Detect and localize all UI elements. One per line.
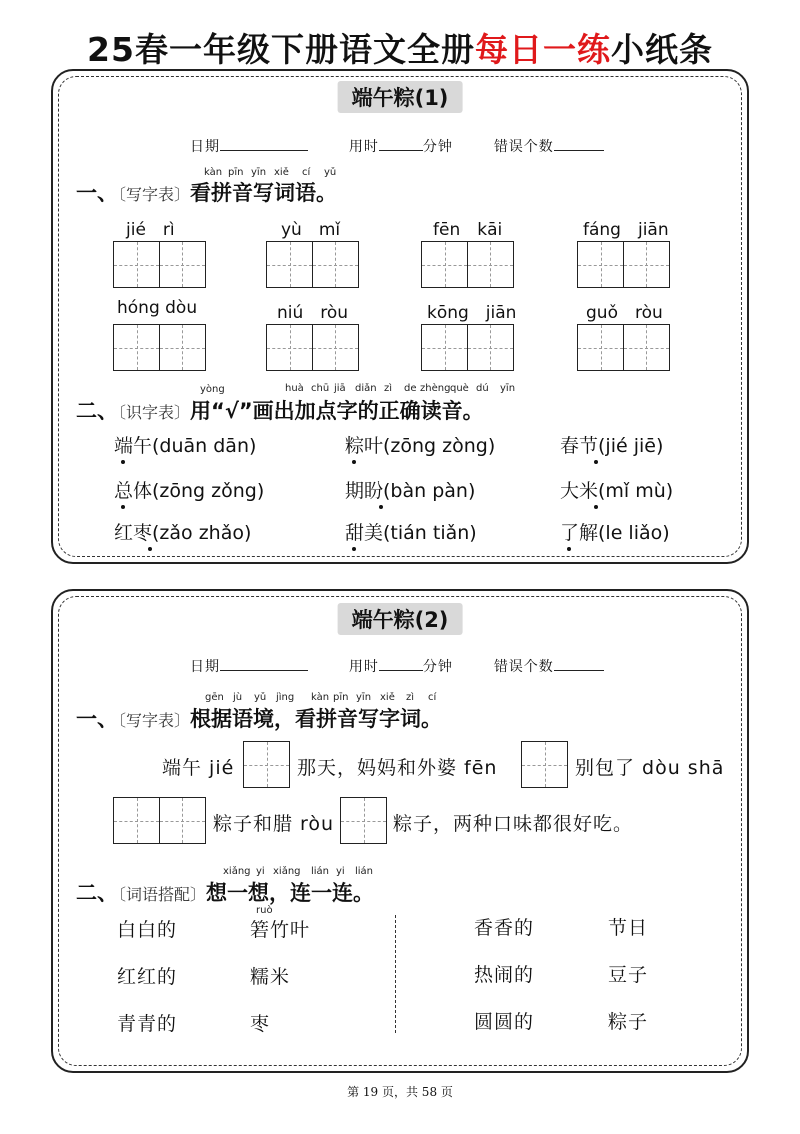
column-divider bbox=[395, 915, 396, 1033]
minutes-label: 分钟 bbox=[422, 139, 453, 155]
section-instruction: 根据语境，看拼音写字词。 bbox=[190, 707, 443, 731]
ruby-text: yīn bbox=[251, 167, 267, 178]
section-number: 二、 bbox=[76, 399, 118, 423]
ruby-text: de bbox=[404, 383, 417, 394]
errors-label: 错误个数 bbox=[493, 659, 554, 675]
choice-item[interactable]: 甜美(tián tiǎn) bbox=[345, 522, 477, 544]
page-number: 第 19 页，共 58 页 bbox=[347, 1085, 453, 1099]
time-label: 用时 bbox=[348, 659, 379, 675]
ruby-text: zhèng bbox=[420, 383, 451, 394]
word-pinyin: jié rì bbox=[126, 220, 175, 240]
emphasis-dot bbox=[352, 547, 356, 551]
choice-item[interactable]: 端午(duān dān) bbox=[114, 435, 257, 457]
section-number: 一、 bbox=[76, 707, 118, 731]
ruby-text: kàn bbox=[311, 692, 330, 703]
section-number: 一、 bbox=[76, 181, 118, 205]
ruby-text: lián bbox=[311, 866, 330, 877]
page-title bbox=[0, 24, 800, 71]
writing-grid[interactable] bbox=[577, 324, 670, 371]
ruby-text: jiā bbox=[334, 383, 346, 394]
writing-grid[interactable] bbox=[266, 241, 359, 288]
ruby-text: xiě bbox=[380, 692, 395, 703]
writing-grid[interactable] bbox=[577, 241, 670, 288]
errors-label: 错误个数 bbox=[493, 139, 554, 155]
emphasis-dot bbox=[567, 547, 571, 551]
ruby-text: zì bbox=[384, 383, 393, 394]
errors-blank[interactable] bbox=[554, 656, 604, 671]
choice-item[interactable]: 了解(le liǎo) bbox=[560, 522, 670, 544]
ruby-text: yi bbox=[336, 866, 345, 877]
ruby-text: pīn bbox=[228, 167, 244, 178]
writing-grid[interactable] bbox=[421, 241, 514, 288]
match-left-word[interactable]: 白白的 bbox=[117, 919, 178, 941]
section-tag: 〔写字表〕 bbox=[118, 711, 191, 730]
ruby-text: gēn bbox=[205, 692, 224, 703]
section-2-heading bbox=[76, 395, 484, 425]
word-pinyin: kōng jiān bbox=[427, 303, 517, 323]
title-tail: 小纸条 bbox=[610, 30, 713, 69]
ruby-text: kàn bbox=[204, 167, 223, 178]
ruby-text: diǎn bbox=[355, 383, 377, 394]
match-right-word[interactable]: 粽子 bbox=[608, 1011, 649, 1033]
section-instruction: 看拼音写词语。 bbox=[190, 181, 338, 205]
match-right-word[interactable]: 豆子 bbox=[608, 964, 649, 986]
writing-grid[interactable] bbox=[113, 797, 206, 844]
minutes-label: 分钟 bbox=[422, 659, 453, 675]
date-blank[interactable] bbox=[220, 656, 308, 671]
ruby-text: jù bbox=[233, 692, 243, 703]
section-1-heading bbox=[76, 177, 337, 207]
section-tag: 〔词语搭配〕 bbox=[118, 885, 207, 904]
section-tag: 〔识字表〕 bbox=[118, 403, 191, 422]
emphasis-dot bbox=[379, 505, 383, 509]
choice-item[interactable]: 总体(zōng zǒng) bbox=[114, 480, 265, 502]
ruby-text: cí bbox=[302, 167, 311, 178]
time-label: 用时 bbox=[348, 139, 379, 155]
ruby-text: jìng bbox=[276, 692, 295, 703]
writing-grid[interactable] bbox=[521, 741, 568, 788]
ruby-text: pīn bbox=[333, 692, 349, 703]
match-left-word[interactable]: 箬竹叶 bbox=[250, 919, 311, 941]
ruby-text: xiǎng bbox=[223, 866, 251, 877]
date-label: 日期 bbox=[190, 659, 220, 675]
emphasis-dot bbox=[594, 505, 598, 509]
sentence-fragment: 粽子，两种口味都很好吃。 bbox=[393, 813, 634, 835]
writing-grid[interactable] bbox=[113, 324, 206, 371]
match-left-word[interactable]: 青青的 bbox=[117, 1013, 178, 1035]
ruby-text: cí bbox=[428, 692, 437, 703]
match-right-word[interactable]: 香香的 bbox=[474, 917, 535, 939]
word-pinyin: fáng jiān bbox=[583, 220, 669, 240]
writing-grid[interactable] bbox=[113, 241, 206, 288]
ruby-text: chū bbox=[311, 383, 330, 394]
sentence-fragment: 端午 jié bbox=[162, 757, 235, 779]
card-title: 端午粽(1) bbox=[338, 81, 463, 113]
choice-item[interactable]: 春节(jié jiē) bbox=[560, 435, 664, 457]
ruby-text: yǔ bbox=[324, 167, 337, 178]
ruby-text: yǔ bbox=[254, 692, 267, 703]
writing-grid[interactable] bbox=[421, 324, 514, 371]
writing-grid[interactable] bbox=[340, 797, 387, 844]
emphasis-dot bbox=[594, 460, 598, 464]
section-instruction: 想一想，连一连。 bbox=[206, 881, 375, 905]
title-highlight: 每日一练 bbox=[474, 30, 611, 69]
emphasis-dot bbox=[121, 505, 125, 509]
section-2-heading bbox=[76, 877, 374, 907]
word-pinyin: niú ròu bbox=[277, 303, 349, 323]
ruby-text: què bbox=[450, 383, 469, 394]
ruby-text: zì bbox=[406, 692, 415, 703]
emphasis-dot bbox=[121, 460, 125, 464]
ruby-text: dú bbox=[476, 383, 489, 394]
ruby-text: xiě bbox=[274, 167, 289, 178]
writing-grid[interactable] bbox=[243, 741, 290, 788]
match-right-word[interactable]: 热闹的 bbox=[474, 964, 535, 986]
sentence-fragment: 那天，妈妈和外婆 fēn bbox=[297, 757, 498, 779]
match-right-word[interactable]: 圆圆的 bbox=[474, 1011, 535, 1033]
ruby-text: yīn bbox=[500, 383, 516, 394]
ruby-text: ruò bbox=[256, 905, 273, 916]
choice-item[interactable]: 粽叶(zōng zòng) bbox=[345, 435, 496, 457]
ruby-text: lián bbox=[355, 866, 374, 877]
choice-item[interactable]: 期盼(bàn pàn) bbox=[345, 480, 476, 502]
emphasis-dot bbox=[352, 460, 356, 464]
word-pinyin: hóng dòu bbox=[117, 298, 198, 318]
choice-item[interactable]: 大米(mǐ mù) bbox=[560, 480, 674, 502]
match-left-word[interactable]: 枣 bbox=[250, 1013, 271, 1035]
writing-grid[interactable] bbox=[266, 324, 359, 371]
ruby-text: yi bbox=[256, 866, 265, 877]
ruby-text: yòng bbox=[200, 384, 225, 395]
choice-item[interactable]: 红枣(zǎo zhǎo) bbox=[114, 522, 252, 544]
card-title: 端午粽(2) bbox=[338, 603, 463, 635]
sentence-fragment: 粽子和腊 ròu bbox=[213, 813, 335, 835]
match-left-word[interactable]: 糯米 bbox=[250, 966, 291, 988]
section-number: 二、 bbox=[76, 881, 118, 905]
time-blank[interactable] bbox=[379, 136, 423, 151]
section-tag: 〔写字表〕 bbox=[118, 185, 191, 204]
date-blank[interactable] bbox=[220, 136, 308, 151]
word-pinyin: yù mǐ bbox=[281, 220, 341, 240]
errors-blank[interactable] bbox=[554, 136, 604, 151]
ruby-text: huà bbox=[285, 383, 304, 394]
word-pinyin: fēn kāi bbox=[433, 220, 503, 240]
title-main: 25春一年级下册语文全册 bbox=[87, 30, 475, 69]
section-instruction: 用“√”画出加点字的正确读音。 bbox=[190, 399, 484, 423]
ruby-text: xiǎng bbox=[273, 866, 301, 877]
time-blank[interactable] bbox=[379, 656, 423, 671]
match-right-word[interactable]: 节日 bbox=[608, 917, 649, 939]
meta-row bbox=[190, 136, 604, 156]
date-label: 日期 bbox=[190, 139, 220, 155]
word-pinyin: guǒ ròu bbox=[586, 303, 663, 323]
emphasis-dot bbox=[148, 547, 152, 551]
ruby-text: yīn bbox=[356, 692, 372, 703]
match-left-word[interactable]: 红红的 bbox=[117, 966, 178, 988]
meta-row bbox=[190, 656, 604, 676]
section-1-heading bbox=[76, 703, 442, 733]
sentence-fragment: 别包了 dòu shā bbox=[575, 757, 725, 779]
